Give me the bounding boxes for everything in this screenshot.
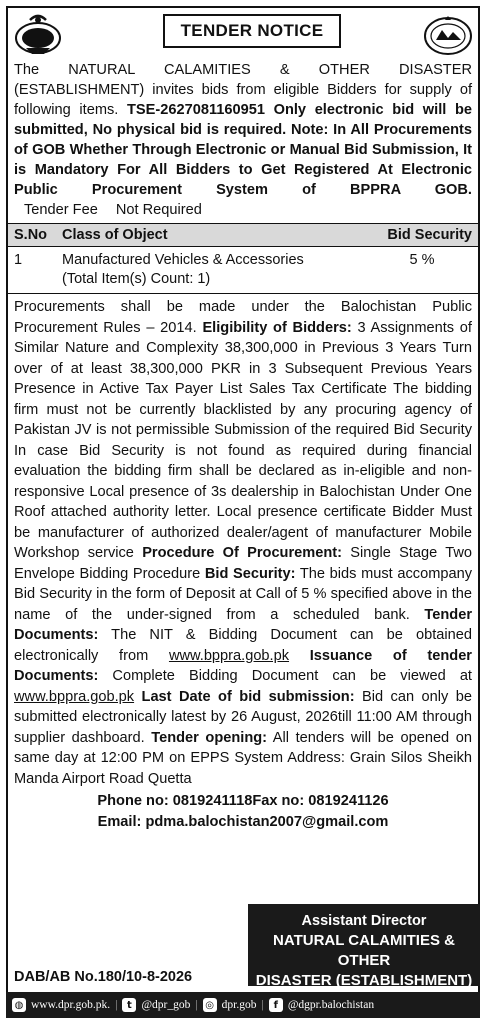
signatory-org-line2: DISASTER (ESTABLISHMENT) — [255, 972, 473, 989]
last-date-heading: Last Date of bid submission: — [134, 688, 355, 705]
body-text: All tenders will be opened on same day at 12:00 PM on EPPS System Address: Grain Silos Sheikh Manda Airport Road Quetta — [14, 729, 472, 787]
ad-code: DAB/AB No.180/10-8-2026 — [14, 969, 193, 985]
footer-area — [8, 906, 478, 1016]
col-header-sno: S.No — [8, 224, 56, 247]
instagram-icon: ◎ — [203, 998, 217, 1012]
tender-fee-value: Not Required — [115, 202, 202, 218]
intro-bold-note: TSE-2627081160951 Only electronic bid will be submitted, No physical bid is required. Note: In All Procurements of GOB Whether Through Electronic or Manual Bid Submission, It is Mandatory For All Bidders to Get Registered At Electronic Public Procurement System of BPPRA GOB. — [14, 102, 473, 198]
row-object: Manufactured Vehicles & Accessories — [62, 252, 304, 268]
body-text: Procurements shall be made under the Balochistan Public Procurement Rules – 2014. — [14, 299, 472, 336]
instagram-handle[interactable]: dpr.gob — [221, 999, 257, 1011]
eligibility-heading: Eligibility of Bidders: — [202, 319, 352, 336]
body-text: The bids must accompany Bid Security in the form of Deposit at Call of 5 % specified above in the name of the under-signed from a scheduled bank. — [14, 565, 472, 623]
row-item-count: (Total Item(s) Count: 1) — [62, 271, 211, 287]
tender-opening-heading: Tender opening: — [151, 729, 268, 746]
tender-body — [8, 294, 478, 789]
body-text: Bid can only be submitted electronically latest by 26 August, 2026till 11:00 AM through supplier dashboard. — [14, 688, 472, 746]
procedure-heading: Procedure Of Procurement: — [142, 545, 342, 561]
signatory-title: Assistant Director — [301, 913, 427, 929]
globe-icon: ◍ — [12, 998, 26, 1012]
body-text: 3 Assignments of Similar Nature and Complexity 38,300,000 in Previous 3 Years Turn over of at least 38,300,000 PKR in 3 Subsequent Previous Years Presence in Active Tax Payer List Sales Tax Certificate The bidding firm must not be currently blacklisted by any procuring agency of Pakistan JV is not permissible Submission of the required Bid Security In case Bid Security is not found as required during financial evaluation the bidding firm shall be declared as in-eligible and non-responsive Local presence of 3s dealership in Balochistan Under One Roof attached authority letter. Local presence certificate Bidder Must be manufacturer of authorized dealer/agent of manufacturer Mobile Workshop service — [14, 319, 472, 561]
intro-paragraph — [8, 60, 478, 220]
intro-text: The NATURAL CALAMITIES & OTHER DISASTER (ESTABLISHMENT) invites bids from eligible Bidders for supply of following items. — [14, 62, 472, 118]
tender-fee-label: Tender Fee — [24, 202, 98, 218]
issuance-heading: Issuance of tender Documents: — [14, 647, 472, 684]
col-header-object: Class of Object — [56, 224, 366, 247]
page-title: TENDER NOTICE — [163, 14, 341, 48]
header — [8, 8, 478, 58]
tender-notice-page — [6, 6, 480, 1018]
row-security: 5 % — [366, 247, 478, 294]
table-row — [8, 247, 478, 294]
pdma-logo-icon — [422, 12, 474, 56]
phone-fax: Phone no: 0819241118Fax no: 0819241126 — [97, 793, 389, 809]
body-text: The NIT & Bidding Document can be obtained electronically from — [14, 627, 472, 664]
row-sno: 1 — [8, 247, 56, 294]
website-link[interactable]: www.dpr.gob.pk. — [31, 999, 111, 1011]
email: Email: pdma.balochistan2007@gmail.com — [97, 814, 389, 830]
twitter-handle[interactable]: @dpr_gob — [141, 999, 191, 1011]
tender-documents-heading: Tender Documents: — [14, 606, 472, 643]
body-text: Complete Bidding Document can be viewed at — [98, 668, 472, 684]
contact-block — [8, 791, 478, 833]
col-header-security: Bid Security — [366, 224, 478, 247]
body-text: Single Stage Two Envelope Bidding Procedure — [14, 545, 472, 582]
balochistan-govt-emblem-icon — [12, 12, 64, 56]
twitter-icon: t — [122, 998, 136, 1012]
bppra-link[interactable]: www.bppra.gob.pk — [14, 688, 135, 705]
items-table — [8, 223, 478, 294]
bid-security-heading: Bid Security: — [204, 565, 296, 582]
facebook-handle[interactable]: @dgpr.balochistan — [287, 999, 375, 1011]
bppra-link[interactable]: www.bppra.gob.pk — [168, 647, 290, 664]
facebook-icon: f — [269, 998, 283, 1012]
signature-box — [248, 904, 480, 989]
signatory-org-line1: NATURAL CALAMITIES & OTHER — [273, 932, 455, 969]
social-bar: ◍ www.dpr.gob.pk. | t @dpr_gob | ◎ dpr.gob | f @dgpr.balochistan — [6, 992, 480, 1018]
